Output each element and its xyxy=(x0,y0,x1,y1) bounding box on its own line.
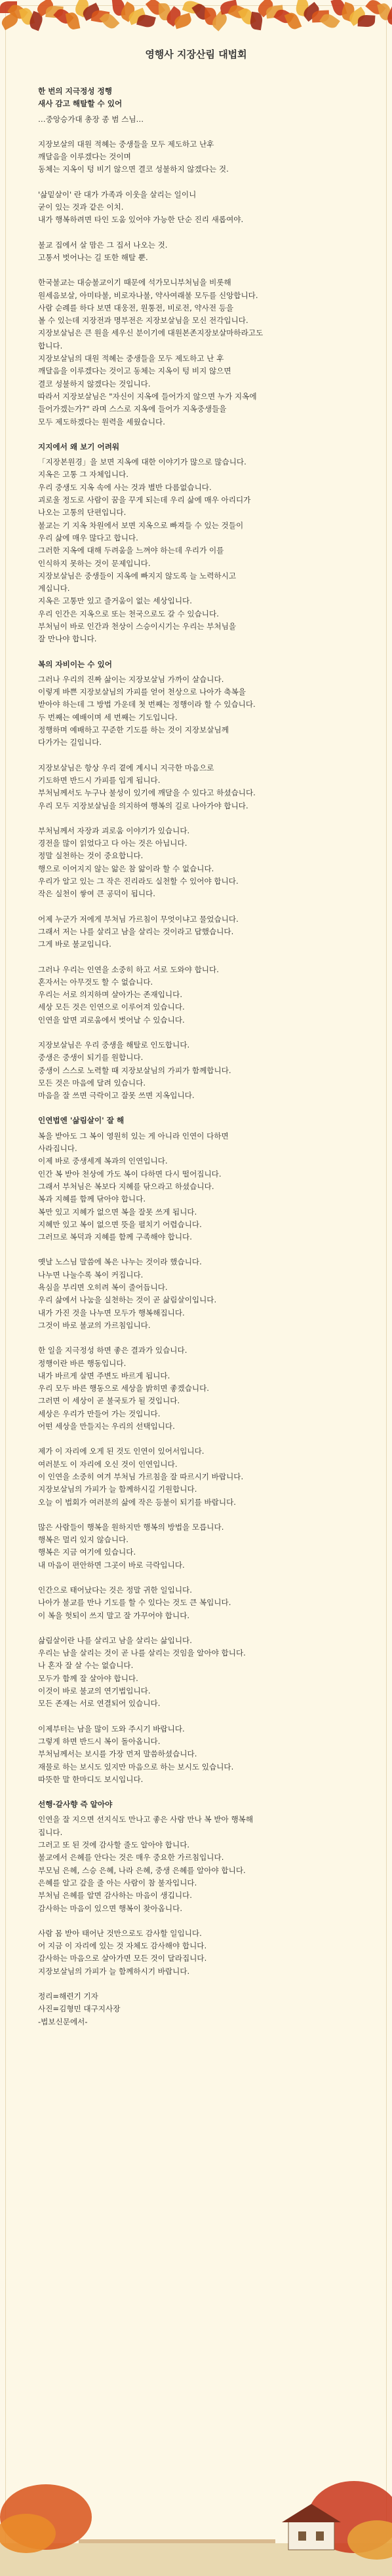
text-line: 한국불교는 대승불교이기 때문에 석가모니부처님을 비롯해 xyxy=(38,278,231,288)
autumn-leaves-top-garland xyxy=(0,0,392,46)
text-line: 여러분도 이 자리에 오신 것이 인연입니다. xyxy=(38,1459,178,1469)
text-line: 정행하며 예배하고 꾸준한 기도를 하는 것이 지장보살님께 xyxy=(38,725,229,735)
text-line: 행복은 멀리 있지 않습니다. xyxy=(38,1535,128,1545)
text-line: 인연을 잘 지으면 선지식도 만나고 좋은 사람 만나 복 받아 행복해 xyxy=(38,1815,254,1825)
text-line: 감사하는 마음이 있으면 행복이 찾아옵니다. xyxy=(38,1903,183,1913)
text-line: 모두 제도하겠다는 원력을 세웠습니다. xyxy=(38,417,165,426)
body-paragraph xyxy=(38,113,354,126)
text-line: 나 혼자 잘 살 수는 없습니다. xyxy=(38,1661,134,1671)
text-line: 따라서 지장보살님은 "자신이 지옥에 들어가지 않으면 누가 지옥에 xyxy=(38,391,257,401)
text-line: 들어가겠는가?" 라며 스스로 지옥에 들어가 지옥중생들을 xyxy=(38,404,227,414)
autumn-house-illustration xyxy=(0,2471,392,2576)
text-line: 내가 바르게 살면 주변도 바르게 됩니다. xyxy=(38,1371,170,1380)
text-line: 그렇게 하면 반드시 복이 돌아옵니다. xyxy=(38,1736,161,1746)
text-line: 우리 중생도 지옥 속에 사는 것과 별반 다름없습니다. xyxy=(38,482,212,492)
section-heading xyxy=(38,1798,354,1811)
text-line: 결코 성불하지 않겠다는 것입니다. xyxy=(38,379,151,388)
body-paragraph xyxy=(38,1813,354,1914)
text-line: 지지에서 왜 보기 어려워 xyxy=(38,442,120,451)
text-line: 고통서 벗어나는 길 또한 해탈 뿐. xyxy=(38,252,148,262)
text-line: 우리 모두 지장보살님을 의지하여 행복의 길로 나아가야 합니다. xyxy=(38,801,248,810)
text-line: 지장보살의 대원 적혜는 중생들을 모두 제도하고 난후 xyxy=(38,139,214,149)
text-line: 우리는 서로 의지하며 살아가는 존재입니다. xyxy=(38,990,183,1000)
text-line: 욕심을 부리면 오히려 복이 줄어듭니다. xyxy=(38,1283,168,1293)
text-line: 그게 바로 불교입니다. xyxy=(38,939,111,949)
text-line: 한 일을 지극정성 하면 좋은 결과가 있습니다. xyxy=(38,1346,187,1355)
section-heading xyxy=(38,85,354,111)
text-line: 두 번째는 예배이며 세 번째는 기도입니다. xyxy=(38,712,178,722)
text-line: 지장보살님은 중생들이 지옥에 빠지지 않도록 늘 노력하시고 xyxy=(38,571,237,580)
text-line: 오늘 이 법회가 여러분의 삶에 작은 등불이 되기를 바랍니다. xyxy=(38,1497,236,1507)
text-line: 부처님 은혜를 알면 감사하는 마음이 생깁니다. xyxy=(38,1891,192,1901)
text-line: 지장보살님의 가피가 늘 함께하시길 기원합니다. xyxy=(38,1485,197,1494)
text-line: 사람 몸 받아 태어난 것만으로도 감사할 일입니다. xyxy=(38,1928,202,1938)
body-paragraph xyxy=(38,1445,354,1508)
text-line: 행으로 이어지지 않는 앎은 참 앎이라 할 수 없습니다. xyxy=(38,863,214,873)
signature-block xyxy=(38,1990,354,2028)
body-paragraph xyxy=(38,1927,354,1978)
text-line: '삶밑살이' 란 대가 가족과 이웃을 살리는 일이니 xyxy=(38,189,197,199)
body-paragraph xyxy=(38,825,354,901)
text-line: 재물로 하는 보시도 있지만 마음으로 하는 보시도 있습니다. xyxy=(38,1762,234,1771)
text-line: 원세음보살, 아미타불, 비로자나불, 약사여래불 모두를 신앙합니다. xyxy=(38,290,258,300)
text-line: 그러므로 복덕과 지혜를 함께 구족해야 합니다. xyxy=(38,1232,192,1242)
text-line: -법보신문에서- xyxy=(38,2017,88,2026)
text-line: 지옥은 고통만 있고 즐거움이 없는 세상입니다. xyxy=(38,596,192,606)
page-title: 영행사 지장산림 대법회 xyxy=(145,48,247,60)
text-line: 지장보살님의 대원 적혜는 중생들을 모두 제도하고 난 후 xyxy=(38,354,224,364)
text-line: 감사하는 마음으로 살아가면 모든 것이 달라집니다. xyxy=(38,1954,207,1963)
text-line: 인연을 알면 괴로움에서 벗어날 수 있습니다. xyxy=(38,1015,185,1025)
text-line: 인간으로 태어났다는 것은 정말 귀한 일입니다. xyxy=(38,1585,192,1595)
article-body xyxy=(38,85,354,2041)
text-line: 정리=해련기 기자 xyxy=(38,1992,98,2001)
text-line: 어제 누군가 저에게 부처님 가르침이 무엇이냐고 물었습니다. xyxy=(38,914,239,924)
text-line: 부처님께서도 누구나 불성이 있기에 깨달을 수 있다고 하셨습니다. xyxy=(38,788,256,798)
text-line: 볼 수 있는데 지장전과 명부전은 지장보살님을 모신 전각입니다. xyxy=(38,316,248,326)
text-line: 내 마음이 편안하면 그곳이 바로 극락입니다. xyxy=(38,1560,185,1570)
text-line: 나오는 고통의 단편입니다. xyxy=(38,508,127,518)
text-line: 이것이 바로 불교의 연기법입니다. xyxy=(38,1686,151,1696)
text-line: 이 인연을 소중히 여겨 부처님 가르침을 잘 따르시기 바랍니다. xyxy=(38,1471,244,1481)
text-line: 경전을 많이 읽었다고 다 아는 것은 아닙니다. xyxy=(38,839,187,848)
text-line: 그래서 부처님은 복보다 지혜를 닦으라고 하셨습니다. xyxy=(38,1181,214,1191)
text-line: 부처님이 바로 인간과 천상이 스승이시기는 우리는 부처님을 xyxy=(38,621,237,631)
text-line: 지옥은 고통 그 자체입니다. xyxy=(38,470,128,480)
body-paragraph xyxy=(38,239,354,265)
autumn-leaf-icon xyxy=(358,14,376,27)
text-line: 합니다. xyxy=(38,341,63,350)
autumn-leaf-icon xyxy=(136,13,156,29)
text-line: 한 번의 지극정성 정행 xyxy=(38,86,112,96)
text-line: 불교에서 은혜를 안다는 것은 매우 중요한 가르침입니다. xyxy=(38,1853,224,1863)
text-line: 복의 자비이는 수 있어 xyxy=(38,659,112,669)
section-heading xyxy=(38,441,354,453)
body-paragraph xyxy=(38,1723,354,1786)
body-paragraph xyxy=(38,913,354,951)
text-line: 인식하지 못하는 것이 문제입니다. xyxy=(38,558,151,568)
text-line: 이제 바로 중생세계 복과의 인연입니다. xyxy=(38,1156,168,1166)
text-line: 나아가 불교를 만나 기도를 할 수 있다는 것도 큰 복입니다. xyxy=(38,1598,231,1608)
text-line: 새사 감고 해탈할 수 있어 xyxy=(38,99,123,109)
text-line: 지장보살님은 항상 우리 곁에 계시니 지극한 마음으로 xyxy=(38,763,214,772)
text-line: 삶림살이란 나를 살리고 남을 살리는 삶입니다. xyxy=(38,1635,192,1645)
text-line: 인연법엔 '삶림살이' 잘 해 xyxy=(38,1116,125,1126)
text-line: 지장보살님의 가피가 늘 함께하시기 바랍니다. xyxy=(38,1966,190,1976)
text-line: 굳이 있는 것과 같은 이치. xyxy=(38,202,124,212)
text-line: 세상 모든 것은 인연으로 이루어져 있습니다. xyxy=(38,1002,185,1012)
text-line: 잘 만나야 합니다. xyxy=(38,634,97,644)
text-line: 은혜를 알고 갚을 줄 아는 사람이 참 불자입니다. xyxy=(38,1878,197,1887)
text-line: 복과 지혜를 함께 닦아야 합니다. xyxy=(38,1194,146,1204)
text-line: 따뜻한 말 한마디도 보시입니다. xyxy=(38,1774,144,1784)
text-line: …중앙승가대 총장 종 범 스님… xyxy=(38,114,144,124)
text-line: 세상은 우리가 만들어 가는 것입니다. xyxy=(38,1409,161,1418)
text-line: 정행이란 바른 행동입니다. xyxy=(38,1358,127,1368)
section-heading xyxy=(38,658,354,671)
text-line: 우리 삶에서 나눔을 실천하는 것이 곧 삶림살이입니다. xyxy=(38,1295,217,1305)
text-line: 우리는 남을 살리는 것이 곧 나를 살리는 것임을 알아야 합니다. xyxy=(38,1648,246,1658)
text-line: 지장보살님은 큰 원을 세우신 분이기에 대원본존지장보살마하라고도 xyxy=(38,328,264,338)
text-line: 나누면 나눌수록 복이 커집니다. xyxy=(38,1270,144,1279)
text-line: 혼자서는 아무것도 할 수 없습니다. xyxy=(38,977,153,987)
text-line: 기도하면 반드시 가피를 입게 됩니다. xyxy=(38,775,161,785)
text-line: 이 복을 헛되이 쓰지 말고 잘 가꾸어야 합니다. xyxy=(38,1610,190,1620)
text-line: 우리 인간은 지옥으로 또는 천국으로도 갈 수 있습니다. xyxy=(38,609,219,618)
body-paragraph xyxy=(38,138,354,176)
text-line: 그러나 우리는 인연을 소중히 하고 서로 도와야 합니다. xyxy=(38,964,219,974)
text-line: 그러나 우리의 진짜 삶이는 지장보살님 가까이 살습니다. xyxy=(38,674,224,684)
text-line: 부처님께서는 보시를 가장 먼저 말씀하셨습니다. xyxy=(38,1749,197,1759)
text-line: 작은 실천이 쌓여 큰 공덕이 됩니다. xyxy=(38,889,155,899)
text-line: 괴로울 정도로 사람이 꿈을 꾸게 되는데 우리 삶에 매우 아리디가 xyxy=(38,495,251,505)
text-line: 내가 가진 것을 나누면 모두가 행복해집니다. xyxy=(38,1308,185,1317)
text-line: 복을 받아도 그 복이 영원히 있는 게 아니라 인연이 다하면 xyxy=(38,1131,229,1141)
body-paragraph xyxy=(38,1584,354,1622)
text-line: 계십니다. xyxy=(38,584,70,594)
text-line: 어 지금 이 자리에 있는 것 자체도 감사해야 합니다. xyxy=(38,1941,207,1951)
text-line: 받아야 하는데 그 방법 가운데 첫 번째는 정행이라 할 수 있습니다. xyxy=(38,700,256,710)
text-line: 집니다. xyxy=(38,1827,63,1837)
text-line: 복만 있고 지혜가 없으면 복을 잘못 쓰게 됩니다. xyxy=(38,1207,197,1217)
text-line: 옛날 노스님 말씀에 복은 나누는 것이라 했습니다. xyxy=(38,1257,202,1267)
body-paragraph xyxy=(38,673,354,749)
body-paragraph xyxy=(38,964,354,1027)
text-line: 우리 삶에 매우 많다고 합니다. xyxy=(38,533,138,542)
body-paragraph xyxy=(38,1039,354,1102)
text-line: 우리가 알고 있는 그 작은 진리라도 실천할 수 있어야 합니다. xyxy=(38,877,239,886)
text-line: 중생은 중생이 되기를 원합니다. xyxy=(38,1053,144,1063)
text-line: 그래서 저는 나를 살리고 남을 살리는 것이라고 답했습니다. xyxy=(38,926,234,936)
text-line: 다가가는 길입니다. xyxy=(38,738,102,748)
text-line: 사람 순례를 하다 보면 대웅전, 원통전, 비로전, 약사전 등을 xyxy=(38,303,234,313)
section-heading xyxy=(38,1114,354,1127)
body-paragraph xyxy=(38,189,354,227)
text-line: 불교는 기 지옥 차원에서 보면 지옥으로 빠져들 수 있는 것들이 xyxy=(38,520,244,530)
body-paragraph xyxy=(38,1256,354,1332)
text-line: 모든 존재는 서로 연결되어 있습니다. xyxy=(38,1699,161,1709)
body-paragraph xyxy=(38,762,354,812)
text-line: 깨달음을 이루겠다는 것이고 동체는 지옥이 텅 비지 않으면 xyxy=(38,366,231,376)
text-line: 내가 행복하려면 타인 도움 있어야 가능한 단순 진리 새롭여야. xyxy=(38,215,244,225)
body-paragraph xyxy=(38,1344,354,1433)
text-line: 행복은 지금 여기에 있습니다. xyxy=(38,1547,136,1557)
text-line: 모든 것은 마음에 달려 있습니다. xyxy=(38,1078,146,1088)
body-paragraph xyxy=(38,1521,354,1572)
body-paragraph xyxy=(38,1130,354,1244)
text-line: 제가 이 자리에 오게 된 것도 인연이 있어서입니다. xyxy=(38,1447,205,1456)
text-line: 불교 집에서 살 맘은 그 집서 나오는 것. xyxy=(38,240,168,250)
text-line: 인간 복 받아 천상에 가도 복이 다하면 다시 떨어집니다. xyxy=(38,1169,222,1179)
text-line: 그것이 바로 불교의 가르침입니다. xyxy=(38,1320,151,1330)
text-line: 어떤 세상을 만들지는 우리의 선택입니다. xyxy=(38,1422,175,1431)
text-line: 이렇게 바쁜 지장보살님의 가피를 얻어 천상으로 나아가 축복을 xyxy=(38,687,246,697)
text-line: 많은 사람들이 행복을 원하지만 행복의 방법을 모릅니다. xyxy=(38,1522,224,1532)
text-line: 지혜만 있고 복이 없으면 뜻을 펼치기 어렵습니다. xyxy=(38,1219,202,1229)
text-line: 모두가 함께 잘 살아야 합니다. xyxy=(38,1673,138,1683)
text-line: 「지장본원경」을 보면 지옥에 대한 이야기가 많으로 많습니다. xyxy=(38,457,246,467)
body-paragraph xyxy=(38,456,354,645)
text-line: 사진=김형민 대구지사장 xyxy=(38,2004,121,2014)
text-line: 마음을 잘 쓰면 극락이고 잘못 쓰면 지옥입니다. xyxy=(38,1091,195,1101)
text-line: 중생이 스스로 노력할 때 지장보살님의 가피가 함께합니다. xyxy=(38,1065,231,1075)
text-line: 이제부터는 남을 많이 도와 주시기 바랍니다. xyxy=(38,1724,185,1733)
text-line: 동체는 지옥이 텅 비기 않으면 결코 성불하지 않겠다는 것. xyxy=(38,164,229,174)
text-line: 부처님께서 자장과 괴로움 이야기가 있습니다. xyxy=(38,825,190,835)
text-line: 그러고 또 된 것에 감사할 줄도 알아야 합니다. xyxy=(38,1840,190,1850)
text-line: 정말 실천하는 것이 중요합니다. xyxy=(38,851,144,861)
text-line: 우리 모두 바른 행동으로 세상을 밝히면 좋겠습니다. xyxy=(38,1384,209,1393)
body-paragraph xyxy=(38,1635,354,1711)
text-line: 지장보살님은 우리 중생을 해탈로 인도합니다. xyxy=(38,1040,190,1050)
body-paragraph xyxy=(38,276,354,428)
text-line: 그러한 지옥에 대해 두려움을 느껴야 하는데 우리가 이를 xyxy=(38,546,224,556)
text-line: 선행·갈사향 즉 알아야 xyxy=(38,1800,113,1809)
text-line: 부모님 은혜, 스승 은혜, 나라 은혜, 중생 은혜를 알아야 합니다. xyxy=(38,1865,246,1875)
text-line: 깨달음을 이루겠다는 것이며 xyxy=(38,152,131,162)
text-line: 그러면 이 세상이 곧 불국토가 될 것입니다. xyxy=(38,1396,180,1406)
text-line: 사라집니다. xyxy=(38,1144,77,1154)
